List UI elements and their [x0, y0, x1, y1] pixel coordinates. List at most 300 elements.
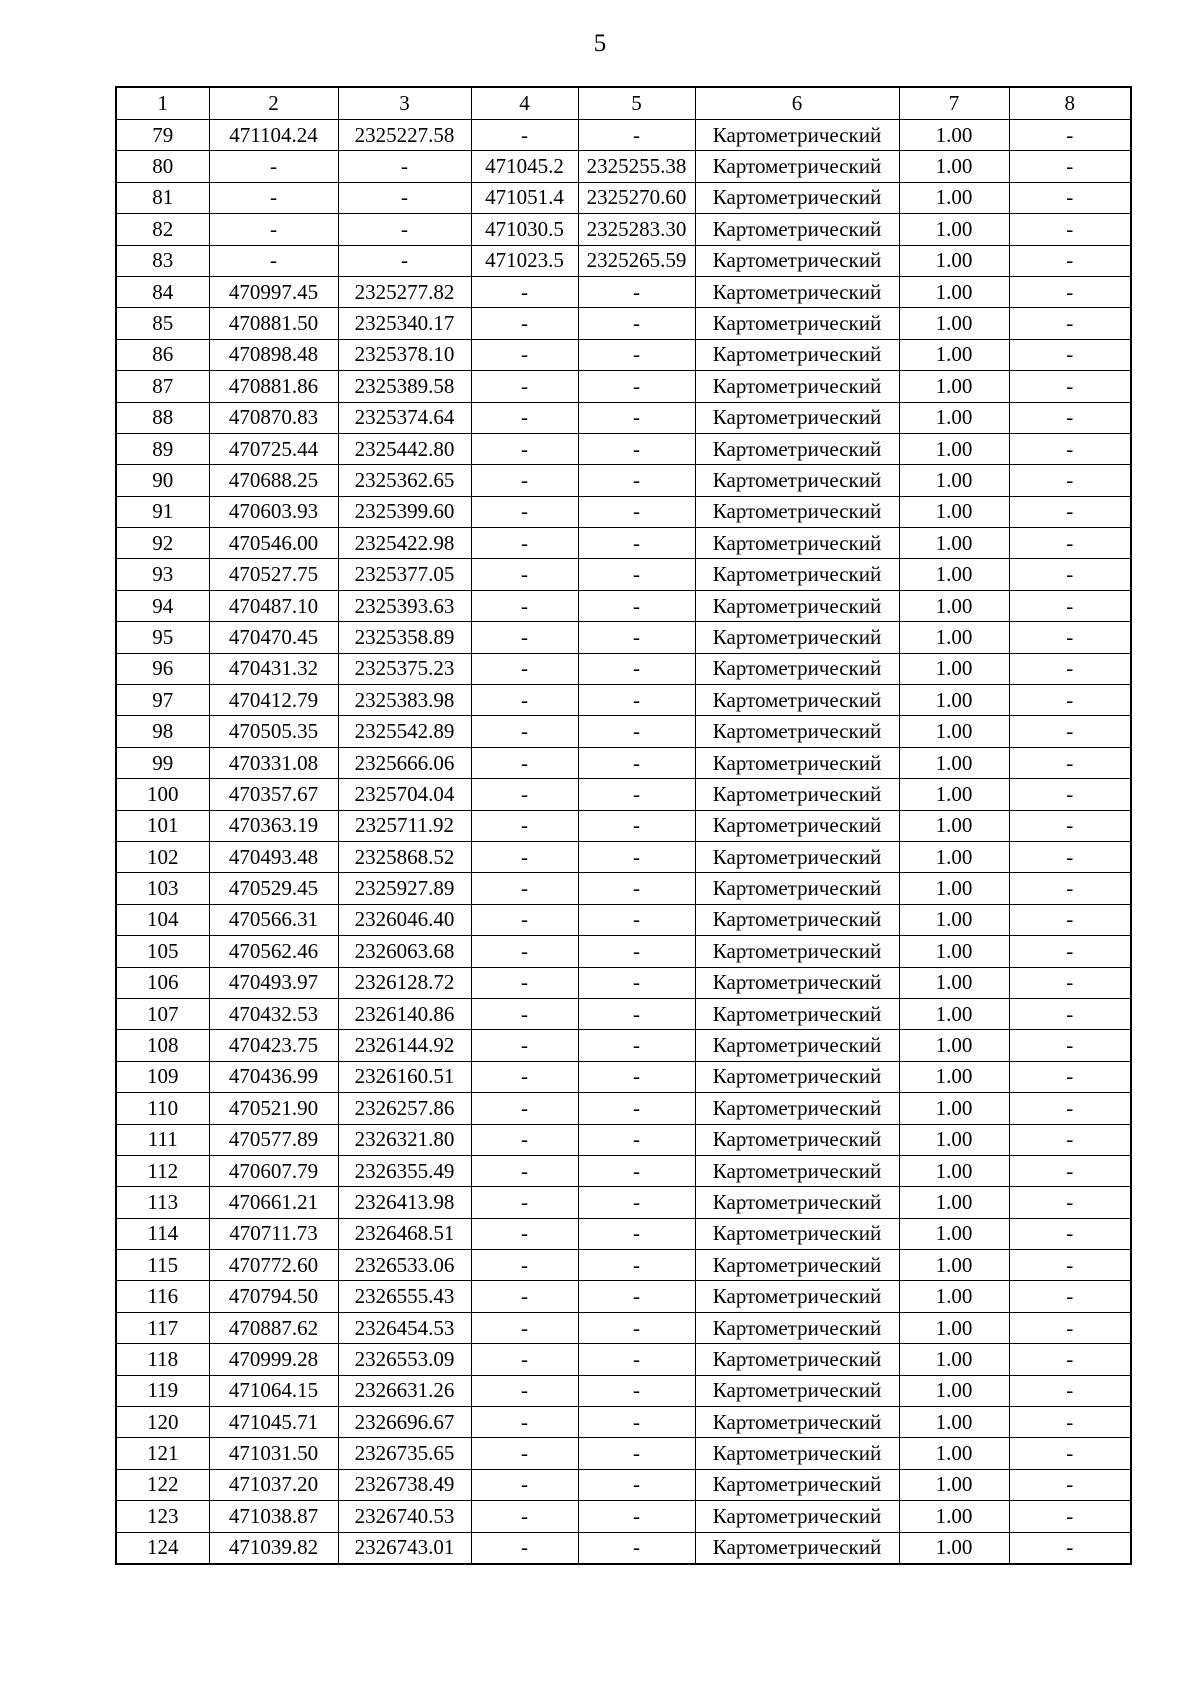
x-coordinate-cell: 470577.89 [209, 1124, 338, 1155]
table-row [116, 1501, 1131, 1532]
new-x-coordinate-cell: - [471, 873, 578, 904]
point-number-cell: 81 [116, 182, 209, 213]
determination-method-cell: Картометрический [695, 1061, 899, 1092]
description-cell: - [1009, 622, 1131, 653]
new-x-coordinate-cell: - [471, 371, 578, 402]
new-y-coordinate-cell: - [578, 559, 695, 590]
accuracy-cell: 1.00 [899, 151, 1009, 182]
y-coordinate-cell: 2326413.98 [338, 1187, 471, 1218]
table-row [116, 1281, 1131, 1312]
new-x-coordinate-cell: - [471, 1438, 578, 1469]
new-x-coordinate-cell: - [471, 528, 578, 559]
new-x-coordinate-cell: - [471, 559, 578, 590]
determination-method-cell: Картометрический [695, 904, 899, 935]
y-coordinate-cell: 2325377.05 [338, 559, 471, 590]
point-number-cell: 101 [116, 810, 209, 841]
new-x-coordinate-cell: - [471, 1407, 578, 1438]
description-cell: - [1009, 841, 1131, 872]
point-number-cell: 112 [116, 1155, 209, 1186]
description-cell: - [1009, 716, 1131, 747]
table-row [116, 182, 1131, 213]
table-body [116, 87, 1131, 1564]
new-y-coordinate-cell: - [578, 904, 695, 935]
determination-method-cell: Картометрический [695, 685, 899, 716]
table-row [116, 1407, 1131, 1438]
table-row [116, 936, 1131, 967]
x-coordinate-cell: 470711.73 [209, 1218, 338, 1249]
x-coordinate-cell: 470331.08 [209, 747, 338, 778]
new-x-coordinate-cell: - [471, 402, 578, 433]
x-coordinate-cell: 470546.00 [209, 528, 338, 559]
column-header-2: 2 [209, 87, 338, 120]
table-row [116, 685, 1131, 716]
determination-method-cell: Картометрический [695, 1155, 899, 1186]
table-row [116, 1344, 1131, 1375]
accuracy-cell: 1.00 [899, 779, 1009, 810]
description-cell: - [1009, 1407, 1131, 1438]
accuracy-cell: 1.00 [899, 528, 1009, 559]
accuracy-cell: 1.00 [899, 1061, 1009, 1092]
new-y-coordinate-cell: - [578, 496, 695, 527]
determination-method-cell: Картометрический [695, 308, 899, 339]
determination-method-cell: Картометрический [695, 1281, 899, 1312]
y-coordinate-cell: 2325927.89 [338, 873, 471, 904]
point-number-cell: 91 [116, 496, 209, 527]
y-coordinate-cell: - [338, 245, 471, 276]
x-coordinate-cell: 470603.93 [209, 496, 338, 527]
y-coordinate-cell: 2326631.26 [338, 1375, 471, 1406]
table-row [116, 873, 1131, 904]
new-y-coordinate-cell: - [578, 1344, 695, 1375]
determination-method-cell: Картометрический [695, 496, 899, 527]
x-coordinate-cell: 470431.32 [209, 653, 338, 684]
new-x-coordinate-cell: 471051.4 [471, 182, 578, 213]
description-cell: - [1009, 1281, 1131, 1312]
accuracy-cell: 1.00 [899, 653, 1009, 684]
point-number-cell: 121 [116, 1438, 209, 1469]
y-coordinate-cell: 2326160.51 [338, 1061, 471, 1092]
y-coordinate-cell: 2325362.65 [338, 465, 471, 496]
page-number: 5 [593, 30, 607, 57]
accuracy-cell: 1.00 [899, 1438, 1009, 1469]
description-cell: - [1009, 1501, 1131, 1532]
new-y-coordinate-cell: - [578, 841, 695, 872]
y-coordinate-cell: 2325358.89 [338, 622, 471, 653]
new-x-coordinate-cell: - [471, 747, 578, 778]
y-coordinate-cell: - [338, 151, 471, 182]
point-number-cell: 115 [116, 1250, 209, 1281]
new-x-coordinate-cell: - [471, 433, 578, 464]
new-x-coordinate-cell: 471030.5 [471, 214, 578, 245]
determination-method-cell: Картометрический [695, 936, 899, 967]
x-coordinate-cell: 470881.86 [209, 371, 338, 402]
point-number-cell: 106 [116, 967, 209, 998]
accuracy-cell: 1.00 [899, 308, 1009, 339]
y-coordinate-cell: 2325227.58 [338, 120, 471, 151]
x-coordinate-cell: 470529.45 [209, 873, 338, 904]
x-coordinate-cell: 470493.97 [209, 967, 338, 998]
column-header-3: 3 [338, 87, 471, 120]
description-cell: - [1009, 1469, 1131, 1500]
accuracy-cell: 1.00 [899, 967, 1009, 998]
y-coordinate-cell: - [338, 214, 471, 245]
x-coordinate-cell: 470794.50 [209, 1281, 338, 1312]
new-y-coordinate-cell: - [578, 433, 695, 464]
accuracy-cell: 1.00 [899, 465, 1009, 496]
y-coordinate-cell: 2326454.53 [338, 1312, 471, 1343]
description-cell: - [1009, 182, 1131, 213]
accuracy-cell: 1.00 [899, 245, 1009, 276]
y-coordinate-cell: 2326257.86 [338, 1093, 471, 1124]
table-row [116, 653, 1131, 684]
x-coordinate-cell: 470887.62 [209, 1312, 338, 1343]
point-number-cell: 95 [116, 622, 209, 653]
table-row [116, 622, 1131, 653]
point-number-cell: 108 [116, 1030, 209, 1061]
description-cell: - [1009, 779, 1131, 810]
table-row [116, 528, 1131, 559]
x-coordinate-cell: - [209, 214, 338, 245]
accuracy-cell: 1.00 [899, 810, 1009, 841]
point-number-cell: 107 [116, 998, 209, 1029]
description-cell: - [1009, 339, 1131, 370]
point-number-cell: 84 [116, 276, 209, 307]
y-coordinate-cell: 2325393.63 [338, 590, 471, 621]
new-y-coordinate-cell: - [578, 1030, 695, 1061]
column-header-1: 1 [116, 87, 209, 120]
new-y-coordinate-cell: - [578, 936, 695, 967]
table-row [116, 433, 1131, 464]
description-cell: - [1009, 465, 1131, 496]
y-coordinate-cell: 2326743.01 [338, 1532, 471, 1564]
new-y-coordinate-cell: - [578, 1155, 695, 1186]
x-coordinate-cell: 470607.79 [209, 1155, 338, 1186]
new-x-coordinate-cell: - [471, 465, 578, 496]
point-number-cell: 85 [116, 308, 209, 339]
new-y-coordinate-cell: - [578, 779, 695, 810]
description-cell: - [1009, 1030, 1131, 1061]
table-row [116, 276, 1131, 307]
point-number-cell: 114 [116, 1218, 209, 1249]
new-y-coordinate-cell: - [578, 1469, 695, 1500]
table-row [116, 716, 1131, 747]
accuracy-cell: 1.00 [899, 747, 1009, 778]
table-header-row [116, 87, 1131, 120]
new-x-coordinate-cell: - [471, 1061, 578, 1092]
y-coordinate-cell: 2326046.40 [338, 904, 471, 935]
accuracy-cell: 1.00 [899, 1469, 1009, 1500]
column-header-5: 5 [578, 87, 695, 120]
new-y-coordinate-cell: - [578, 873, 695, 904]
x-coordinate-cell: 470470.45 [209, 622, 338, 653]
description-cell: - [1009, 214, 1131, 245]
y-coordinate-cell: 2325666.06 [338, 747, 471, 778]
x-coordinate-cell: 470898.48 [209, 339, 338, 370]
accuracy-cell: 1.00 [899, 182, 1009, 213]
point-number-cell: 94 [116, 590, 209, 621]
new-y-coordinate-cell: - [578, 747, 695, 778]
point-number-cell: 100 [116, 779, 209, 810]
x-coordinate-cell: 470725.44 [209, 433, 338, 464]
x-coordinate-cell: 470870.83 [209, 402, 338, 433]
y-coordinate-cell: 2326128.72 [338, 967, 471, 998]
accuracy-cell: 1.00 [899, 936, 1009, 967]
table-row [116, 1030, 1131, 1061]
new-x-coordinate-cell: - [471, 339, 578, 370]
new-x-coordinate-cell: - [471, 1155, 578, 1186]
accuracy-cell: 1.00 [899, 1501, 1009, 1532]
new-x-coordinate-cell: - [471, 841, 578, 872]
new-y-coordinate-cell: - [578, 1124, 695, 1155]
description-cell: - [1009, 1250, 1131, 1281]
description-cell: - [1009, 1532, 1131, 1564]
accuracy-cell: 1.00 [899, 622, 1009, 653]
determination-method-cell: Картометрический [695, 841, 899, 872]
accuracy-cell: 1.00 [899, 559, 1009, 590]
new-x-coordinate-cell: - [471, 1250, 578, 1281]
y-coordinate-cell: 2325277.82 [338, 276, 471, 307]
description-cell: - [1009, 1312, 1131, 1343]
description-cell: - [1009, 998, 1131, 1029]
new-x-coordinate-cell: - [471, 276, 578, 307]
y-coordinate-cell: 2325542.89 [338, 716, 471, 747]
table-row [116, 1187, 1131, 1218]
new-x-coordinate-cell: - [471, 590, 578, 621]
point-number-cell: 120 [116, 1407, 209, 1438]
accuracy-cell: 1.00 [899, 1093, 1009, 1124]
determination-method-cell: Картометрический [695, 1407, 899, 1438]
coordinates-table [115, 86, 1132, 1565]
table-row [116, 1438, 1131, 1469]
new-x-coordinate-cell: - [471, 1532, 578, 1564]
description-cell: - [1009, 590, 1131, 621]
description-cell: - [1009, 1218, 1131, 1249]
point-number-cell: 117 [116, 1312, 209, 1343]
description-cell: - [1009, 873, 1131, 904]
determination-method-cell: Картометрический [695, 810, 899, 841]
new-x-coordinate-cell: - [471, 1124, 578, 1155]
y-coordinate-cell: 2325704.04 [338, 779, 471, 810]
description-cell: - [1009, 402, 1131, 433]
determination-method-cell: Картометрический [695, 1124, 899, 1155]
determination-method-cell: Картометрический [695, 1532, 899, 1564]
x-coordinate-cell: 470661.21 [209, 1187, 338, 1218]
y-coordinate-cell: 2326140.86 [338, 998, 471, 1029]
new-y-coordinate-cell: - [578, 1061, 695, 1092]
x-coordinate-cell: 470363.19 [209, 810, 338, 841]
point-number-cell: 92 [116, 528, 209, 559]
determination-method-cell: Картометрический [695, 245, 899, 276]
description-cell: - [1009, 151, 1131, 182]
accuracy-cell: 1.00 [899, 339, 1009, 370]
y-coordinate-cell: 2326555.43 [338, 1281, 471, 1312]
new-y-coordinate-cell: - [578, 339, 695, 370]
table-row [116, 339, 1131, 370]
new-x-coordinate-cell: - [471, 1187, 578, 1218]
point-number-cell: 90 [116, 465, 209, 496]
y-coordinate-cell: 2325375.23 [338, 653, 471, 684]
y-coordinate-cell: 2326144.92 [338, 1030, 471, 1061]
accuracy-cell: 1.00 [899, 685, 1009, 716]
description-cell: - [1009, 1124, 1131, 1155]
point-number-cell: 96 [116, 653, 209, 684]
table-row [116, 214, 1131, 245]
accuracy-cell: 1.00 [899, 276, 1009, 307]
column-header-7: 7 [899, 87, 1009, 120]
determination-method-cell: Картометрический [695, 276, 899, 307]
new-y-coordinate-cell: 2325255.38 [578, 151, 695, 182]
determination-method-cell: Картометрический [695, 1030, 899, 1061]
description-cell: - [1009, 245, 1131, 276]
x-coordinate-cell: 471104.24 [209, 120, 338, 151]
point-number-cell: 116 [116, 1281, 209, 1312]
x-coordinate-cell: 470566.31 [209, 904, 338, 935]
new-y-coordinate-cell: 2325283.30 [578, 214, 695, 245]
new-y-coordinate-cell: - [578, 1375, 695, 1406]
y-coordinate-cell: 2326735.65 [338, 1438, 471, 1469]
accuracy-cell: 1.00 [899, 1375, 1009, 1406]
table-row [116, 1250, 1131, 1281]
table-row [116, 151, 1131, 182]
determination-method-cell: Картометрический [695, 371, 899, 402]
new-y-coordinate-cell: - [578, 716, 695, 747]
y-coordinate-cell: 2325711.92 [338, 810, 471, 841]
determination-method-cell: Картометрический [695, 433, 899, 464]
accuracy-cell: 1.00 [899, 1532, 1009, 1564]
x-coordinate-cell: 470772.60 [209, 1250, 338, 1281]
description-cell: - [1009, 559, 1131, 590]
accuracy-cell: 1.00 [899, 716, 1009, 747]
new-x-coordinate-cell: - [471, 1281, 578, 1312]
description-cell: - [1009, 904, 1131, 935]
description-cell: - [1009, 967, 1131, 998]
y-coordinate-cell: 2326740.53 [338, 1501, 471, 1532]
table-row [116, 1155, 1131, 1186]
accuracy-cell: 1.00 [899, 402, 1009, 433]
accuracy-cell: 1.00 [899, 214, 1009, 245]
table-row [116, 1061, 1131, 1092]
x-coordinate-cell: 471045.71 [209, 1407, 338, 1438]
determination-method-cell: Картометрический [695, 214, 899, 245]
description-cell: - [1009, 433, 1131, 464]
table-row [116, 810, 1131, 841]
point-number-cell: 89 [116, 433, 209, 464]
new-x-coordinate-cell: - [471, 685, 578, 716]
x-coordinate-cell: 470505.35 [209, 716, 338, 747]
column-header-8: 8 [1009, 87, 1131, 120]
new-y-coordinate-cell: - [578, 1438, 695, 1469]
point-number-cell: 102 [116, 841, 209, 872]
new-x-coordinate-cell: - [471, 998, 578, 1029]
new-y-coordinate-cell: - [578, 1187, 695, 1218]
x-coordinate-cell: 470562.46 [209, 936, 338, 967]
accuracy-cell: 1.00 [899, 1344, 1009, 1375]
point-number-cell: 97 [116, 685, 209, 716]
x-coordinate-cell: 470527.75 [209, 559, 338, 590]
determination-method-cell: Картометрический [695, 1218, 899, 1249]
new-y-coordinate-cell: - [578, 685, 695, 716]
determination-method-cell: Картометрический [695, 1375, 899, 1406]
x-coordinate-cell: 471038.87 [209, 1501, 338, 1532]
determination-method-cell: Картометрический [695, 1438, 899, 1469]
table-row [116, 1312, 1131, 1343]
new-x-coordinate-cell: 471045.2 [471, 151, 578, 182]
new-y-coordinate-cell: - [578, 1281, 695, 1312]
table-row [116, 779, 1131, 810]
description-cell: - [1009, 528, 1131, 559]
x-coordinate-cell: 470436.99 [209, 1061, 338, 1092]
table-row [116, 465, 1131, 496]
table-row [116, 747, 1131, 778]
new-y-coordinate-cell: - [578, 1501, 695, 1532]
table-row [116, 998, 1131, 1029]
description-cell: - [1009, 810, 1131, 841]
accuracy-cell: 1.00 [899, 873, 1009, 904]
determination-method-cell: Картометрический [695, 653, 899, 684]
accuracy-cell: 1.00 [899, 1218, 1009, 1249]
accuracy-cell: 1.00 [899, 841, 1009, 872]
y-coordinate-cell: 2325378.10 [338, 339, 471, 370]
accuracy-cell: 1.00 [899, 371, 1009, 402]
x-coordinate-cell: 471064.15 [209, 1375, 338, 1406]
determination-method-cell: Картометрический [695, 465, 899, 496]
y-coordinate-cell: 2326355.49 [338, 1155, 471, 1186]
determination-method-cell: Картометрический [695, 747, 899, 778]
x-coordinate-cell: 470432.53 [209, 998, 338, 1029]
determination-method-cell: Картометрический [695, 402, 899, 433]
y-coordinate-cell: 2325340.17 [338, 308, 471, 339]
new-x-coordinate-cell: - [471, 120, 578, 151]
determination-method-cell: Картометрический [695, 590, 899, 621]
point-number-cell: 105 [116, 936, 209, 967]
determination-method-cell: Картометрический [695, 559, 899, 590]
y-coordinate-cell: 2325422.98 [338, 528, 471, 559]
y-coordinate-cell: 2325383.98 [338, 685, 471, 716]
new-y-coordinate-cell: - [578, 967, 695, 998]
new-y-coordinate-cell: - [578, 1532, 695, 1564]
point-number-cell: 98 [116, 716, 209, 747]
new-y-coordinate-cell: 2325270.60 [578, 182, 695, 213]
new-x-coordinate-cell: - [471, 716, 578, 747]
new-y-coordinate-cell: - [578, 810, 695, 841]
y-coordinate-cell: 2326696.67 [338, 1407, 471, 1438]
table-row [116, 1469, 1131, 1500]
column-header-6: 6 [695, 87, 899, 120]
x-coordinate-cell: 470521.90 [209, 1093, 338, 1124]
table-row [116, 590, 1131, 621]
determination-method-cell: Картометрический [695, 151, 899, 182]
description-cell: - [1009, 653, 1131, 684]
new-y-coordinate-cell: - [578, 998, 695, 1029]
accuracy-cell: 1.00 [899, 1250, 1009, 1281]
point-number-cell: 119 [116, 1375, 209, 1406]
accuracy-cell: 1.00 [899, 1124, 1009, 1155]
new-x-coordinate-cell: - [471, 1218, 578, 1249]
table-row [116, 841, 1131, 872]
y-coordinate-cell: 2326063.68 [338, 936, 471, 967]
new-y-coordinate-cell: - [578, 276, 695, 307]
y-coordinate-cell: 2325389.58 [338, 371, 471, 402]
point-number-cell: 88 [116, 402, 209, 433]
column-header-4: 4 [471, 87, 578, 120]
x-coordinate-cell: 470999.28 [209, 1344, 338, 1375]
accuracy-cell: 1.00 [899, 1187, 1009, 1218]
determination-method-cell: Картометрический [695, 339, 899, 370]
determination-method-cell: Картометрический [695, 182, 899, 213]
accuracy-cell: 1.00 [899, 1155, 1009, 1186]
new-x-coordinate-cell: - [471, 1469, 578, 1500]
accuracy-cell: 1.00 [899, 1407, 1009, 1438]
